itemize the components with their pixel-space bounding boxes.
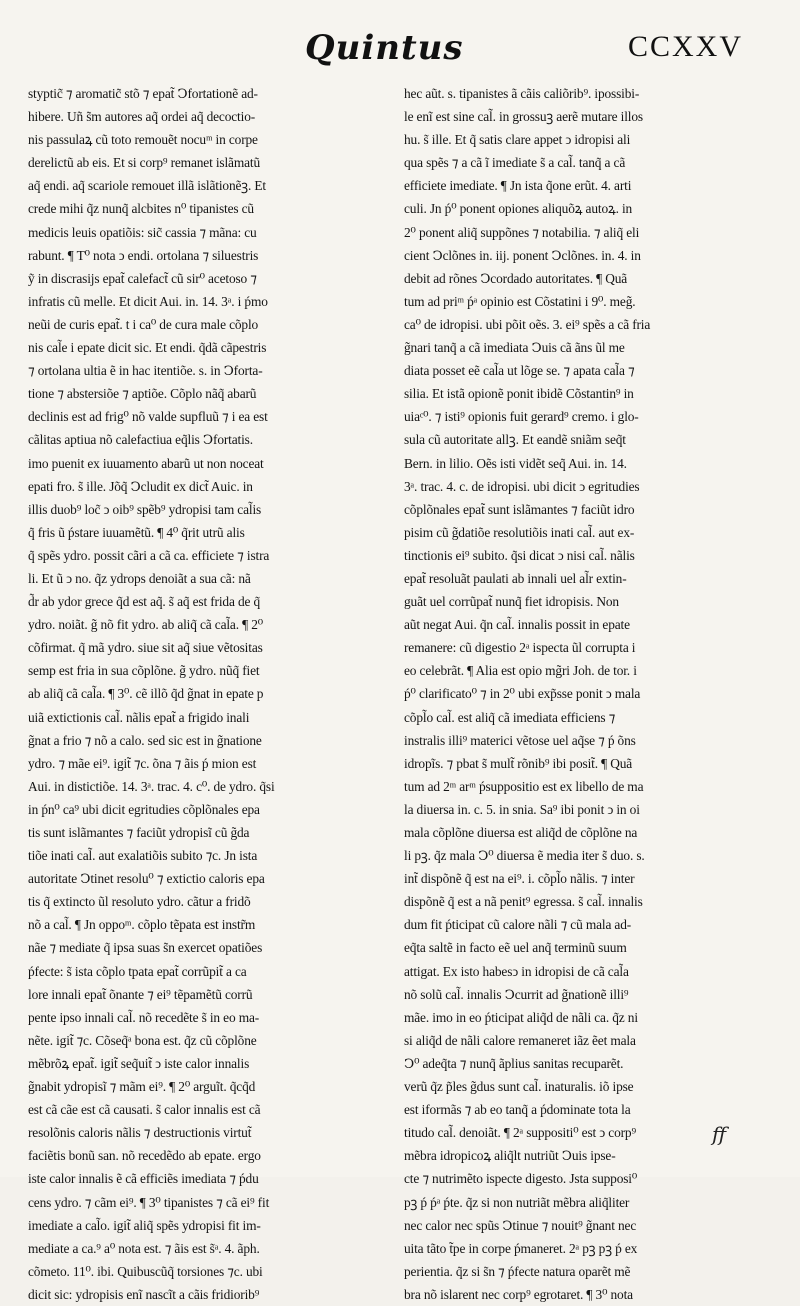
text-line: epat̃ resoluãt paulati ab innali uel al̃r extin- <box>404 570 627 586</box>
text-line: resolõnis caloris nãlis ⁊ destructionis virtut̃ <box>28 1125 252 1141</box>
text-line: lore innali epat̃ õnante ⁊ ei⁹ tẽpamẽtũ corrũ <box>28 986 253 1002</box>
text-line: est iformãs ⁊ ab eo tanq̃ a ṕdominate tota la <box>404 1102 631 1118</box>
text-line: nõ solũ cal̃. innalis Ↄcurrit ad g̃nationẽ illi⁹ <box>404 986 629 1002</box>
text-line: 3ᵃ. trac. 4. c. de idropisi. ubi dicit ↄ egritudies <box>404 478 640 494</box>
text-line: styptic̃ ⁊ aromatic̃ stõ ⁊ epat̃ Ↄfortationẽ ad- <box>28 86 258 101</box>
text-line: cens ydro. ⁊ cãm ei⁹. ¶ 3⁰ tipanistes ⁊ cã ei⁹ fit <box>28 1194 270 1210</box>
text-line: in ṕn⁰ ca⁹ ubi dicit egritudies cõplõnales epa <box>28 801 260 817</box>
text-line: illis duob⁹ loc̃ ↄ oib⁹ spẽb⁹ ydropisi tam cal̃is <box>28 501 262 517</box>
text-line: ca⁰ de idropisi. ubi põit oẽs. 3. ei⁹ spẽs a cã fria <box>404 316 651 332</box>
text-line: ab aliq̃ cã cal̃a. ¶ 3⁰. cẽ illõ q̃d g̃nat in epate p <box>28 686 264 702</box>
text-line: mãe. imo in eo ṕticipat aliq̃d de nãli ca. q̃z ni <box>404 1009 638 1025</box>
text-line: tum ad 2ᵐ arᵐ ṕsuppositio est ex libello de ma <box>404 778 644 794</box>
text-line: sula cũ autoritate allꝫ. Et eandẽ sniãm seq̃t <box>404 432 626 448</box>
text-line: iste calor innalis ẽ cã efficiẽs imediata ⁊ ṕdu <box>28 1171 259 1187</box>
text-line: le enĩ est sine cal̃. in grossuꝫ aerẽ mutare illos <box>404 109 643 125</box>
text-line: debit ad rõnes Ↄcordado autoritates. ¶ Quã <box>404 270 628 286</box>
text-line: g̃nari tanq̃ a cã imediata Ↄuis cã ãns ũl me <box>404 340 625 356</box>
text-line: crede mihi q̃z nunq̃ alcbites n⁰ tipanistes cũ <box>28 201 254 217</box>
text-line: ỹ in discrasijs epat̃ calefact̃ cũ sir⁰ acetoso ⁊ <box>28 270 257 286</box>
text-line: epati fro. s̃ ille. Jõq̃ Ↄcludit ex dict̃ Auic. in <box>28 478 253 494</box>
text-line: eo celebrãt. ¶ Alia est opio mg̃ri Joh. de tor. i <box>404 663 637 679</box>
text-line: li pꝫ. q̃z mala Ↄ⁰ diuersa ẽ media iter s̃ duo. s. <box>404 848 645 864</box>
text-line: g̃nat a frio ⁊ nõ a calo. sed sic est in g̃natione <box>28 732 262 748</box>
text-line: nõ a cal̃. ¶ Jn oppoᵐ. cõplo tẽpata est instr̃m <box>28 917 256 933</box>
text-line: si aliq̃d de nãli calore remaneret iãz ẽet mala <box>404 1032 636 1048</box>
text-line: cãlitas aptiua nõ calefactiua eq̃lis Ↄfortatis. <box>28 432 253 448</box>
text-line: autoritate Ↄtinet resolu⁰ ⁊ extictio caloris epa <box>28 871 265 887</box>
text-line: nec calor nec spũs Ↄtinue ⁊ nouit⁹ g̃nant nec <box>404 1217 637 1233</box>
text-line: idropĩs. ⁊ pbat s̃ mult̃ rõnib⁹ ibi posit̃. ¶ Quã <box>404 755 633 771</box>
text-line: nis cal̃e i epate dicit sic. Et endi. q̃dã cãpestris <box>28 340 267 356</box>
text-line: cõpl̃o cal̃. est aliq̃ cã imediata efficiens ⁊ <box>404 709 616 725</box>
text-line: dicit sic: ydropisis enĩ nascĩt a cãis fridiorib⁹ <box>28 1286 260 1302</box>
text-line: pisim cũ g̃datiõe resolutiõis inati cal̃. aut ex- <box>404 524 635 540</box>
text-line: derelictũ ab eis. Et si corp⁹ remanet islãmatũ <box>28 155 261 171</box>
text-line: dum fit ṕticipat cũ calore nãli ⁊ cũ mala ad- <box>404 917 632 933</box>
text-line: la diuersa in. c. 5. in snia. Sa⁹ ibi ponit ↄ in oi <box>404 801 640 817</box>
text-line: mẽbrõꝝ epat̃. igit̃ seq̃uit̃ ↄ iste calor innalis <box>28 1055 250 1071</box>
text-line: Ↄ⁰ adeq̃ta ⁊ nunq̃ ãplius sanitas recuparẽt. <box>404 1055 624 1071</box>
text-line: neũi de curis epat̃. t i ca⁰ de cura male cõplo <box>28 316 259 332</box>
text-line: Bern. in lilio. Oẽs isti vidẽt seq̃ Aui. in. 14. <box>404 455 627 471</box>
text-line: ydro. ⁊ mãe ei⁹. igit̃ ⁊c. õna ⁊ ãis ṕ mion est <box>28 755 257 771</box>
text-line: eq̃ta saltẽ in facto eẽ uel anq̃ terminũ suum <box>404 940 627 956</box>
text-line: ṕ⁰ clarificato⁰ ⁊ in 2⁰ ubi exp̃sse ponit ↄ mala <box>404 686 641 702</box>
text-line: Aui. in distictiõe. 14. 3ᵃ. trac. 4. c⁰. de ydro. q̃si <box>28 778 275 794</box>
text-line: remanere: cũ digestio 2ᵃ ispecta ũl corrupta i <box>404 640 636 656</box>
text-line: declinis est ad frig⁰ nõ valde supfluũ ⁊ i ea est <box>28 409 268 425</box>
text-line: tione ⁊ abstersiõe ⁊ aptiõe. Cõplo nãq̃ abarũ <box>28 386 257 402</box>
text-line: 2⁰ ponent aliq̃ suppõnes ⁊ notabilia. ⁊ aliq̃ eli <box>404 224 640 240</box>
text-line: medicis leuis opatiõis: sic̃ cassia ⁊ mãna: cu <box>28 224 257 240</box>
text-line: aũt negat Aui. q̃n cal̃. innalis possit in epate <box>404 617 630 633</box>
text-line: ydro. noiãt. g̃ nõ fit ydro. ab aliq̃ cã cal̃a. ¶ 2⁰ <box>28 617 264 633</box>
text-line: tis sunt islãmantes ⁊ faciũt ydropisĩ cũ g̃da <box>28 825 250 840</box>
text-line: attigat. Ex isto habesↄ in idropisi de cã cal̃a <box>404 963 629 979</box>
running-title: Quintus <box>305 28 464 68</box>
text-line: efficiete imediate. ¶ Jn ista q̃one erũt. 4. arti <box>404 178 632 194</box>
text-line: int̃ dispõnẽ q̃ est na ei⁹. i. cõpl̃o nãlis. ⁊ inter <box>404 871 635 887</box>
text-line: pente ipso innali cal̃. nõ recedẽte s̃ in eo ma- <box>28 1009 260 1025</box>
text-line: mala cõplõne diuersa est aliq̃d de cõplõne na <box>404 825 638 840</box>
text-line: mẽbra idropicoꝝ aliq̃lt nutriũt Ↄuis ipse- <box>404 1148 616 1164</box>
text-line: q̃ spẽs ydro. possit cãri a cã ca. efficiete ⁊ istra <box>28 547 270 563</box>
text-line: tis q̃ extincto ũl resoluto ydro. cãtur a fridõ <box>28 894 251 910</box>
text-line: d̃r ab ydor grece q̃d est aq̃. s̃ aq̃ est frida de q̃ <box>28 594 261 610</box>
text-line: tum ad priᵐ ṕᵃ opinio est Cõstatini i 9⁰. meg̃. <box>404 293 636 309</box>
text-line: verũ q̃z p̃les g̃dus sunt cal̃. inaturalis. iõ ipse <box>404 1079 634 1095</box>
text-line: cõfirmat. q̃ mã ydro. siue sit aq̃ siue vẽtositas <box>28 640 263 656</box>
text-line: guãt uel corrũpat̃ nunq̃ fiet idropisis. Non <box>404 594 619 610</box>
text-line: infratis cũ melle. Et dicit Aui. in. 14. 3ᵃ. i ṕmo <box>28 293 268 309</box>
text-line: tiõe inati cal̃. aut exalatiõis subito ⁊c. Jn ista <box>28 848 258 864</box>
left-text-column <box>28 82 386 1306</box>
text-line: ⁊ ortolana ultia ẽ in hac itentiõe. s. in Ↄforta- <box>28 363 263 379</box>
text-line: nis passulaꝝ cũ toto remouẽt nocuᵐ in corpe <box>28 132 258 148</box>
text-line: nãe ⁊ mediate q̃ ipsa suas s̃n exercet opatiões <box>28 940 263 956</box>
text-line: hibere. Uñ s̃m autores aq̃ ordei aq̃ decoctio- <box>28 109 256 125</box>
text-line: est cã cãe est cã causati. s̃ calor innalis est cã <box>28 1102 261 1118</box>
text-line: g̃nabit ydropisĩ ⁊ mãm ei⁹. ¶ 2⁰ arguĩt. q̃cq̃d <box>28 1079 256 1095</box>
text-line: cõmeto. 11⁰. ibi. Quibuscũq̃ torsiones ⁊c. ubi <box>28 1263 263 1279</box>
text-line: uiã extictionis cal̃. nãlis epat̃ a frigido inali <box>28 709 250 725</box>
text-line: nẽte. igit̃ ⁊c. Cõseq̃ᵃ bona est. q̃z cũ cõplõne <box>28 1032 257 1048</box>
text-line: titudo cal̃. denoiãt. ¶ 2ᵃ suppositi⁰ est ↄ corp⁹ <box>404 1125 636 1141</box>
text-line: ṕfecte: s̃ ista cõplo tpata epat̃ corrũpit̃ a ca <box>28 963 247 979</box>
folio-number: CCXXV <box>628 30 744 63</box>
text-line: instralis illi⁹ materici vẽtose uel aq̃se ⁊ ṕ õns <box>404 732 636 748</box>
text-line: imediate a cal̃o. igit̃ aliq̃ spẽs ydropisi fit im- <box>28 1217 261 1233</box>
text-line: silia. Et istã opionẽ ponit ibidẽ Cõstantin⁹ in <box>404 386 634 402</box>
text-line: uita tãto t̃pe in corpe ṕmaneret. 2ᵃ pꝫ pꝫ ṕ ex <box>404 1240 638 1256</box>
text-line: cõplõnales epat̃ sunt islãmantes ⁊ faciũt idro <box>404 501 635 517</box>
text-line: mediate a ca.⁹ a⁰ nota est. ⁊ ãis est s̃ᵃ. 4. ãph. <box>28 1240 260 1256</box>
text-line: rabunt. ¶ T⁰ nota ↄ endi. ortolana ⁊ siluestris <box>28 247 259 263</box>
text-line: pꝫ ṕ ṕᵃ ṕte. q̃z si non nutriãt mẽbra aliq̃liter <box>404 1194 630 1210</box>
text-line: q̃ fris ũ ṕstare iuuamẽtũ. ¶ 4⁰ q̃rit utrũ alis <box>28 524 245 540</box>
text-line: semp est fria in sua cõplõne. g̃ ydro. nũq̃ fiet <box>28 663 260 679</box>
text-line: tinctionis ei⁹ subito. q̃si dicat ↄ nisi cal̃. nãlis <box>404 547 635 563</box>
text-line: faciẽtis bonũ san. nõ recedẽdo ab epate. ergo <box>28 1148 261 1164</box>
text-line: hec aũt. s. tipanistes ã cãis caliõrib⁹. ipossibi- <box>404 86 640 101</box>
text-line: diata posset eẽ cal̃a ut lõge se. ⁊ apata cal̃a ⁊ <box>404 363 635 379</box>
text-line: culi. Jn ṕ⁰ ponent opiones aliquõꝝ autoꝝ. in <box>404 201 633 217</box>
text-line: bra nõ islarent nec corp⁹ egrotaret. ¶ 3⁰ nota <box>404 1286 633 1302</box>
text-line: li. Et ũ ↄ no. q̃z ydrops denoiãt a sua cã: nã <box>28 570 251 586</box>
signature-mark: ff <box>712 1122 727 1146</box>
text-line: perientia. q̃z si s̃n ⁊ ṕfecte natura oparẽt mẽ <box>404 1263 631 1279</box>
text-line: aq̃ endi. aq̃ scariole remouet illã islãtionẽꝫ. Et <box>28 178 266 194</box>
text-line: cient Ↄclõnes in. iij. ponent Ↄclõnes. in. 4. in <box>404 247 641 263</box>
text-line: hu. s̃ ille. Et q̃ satis clare appet ↄ idropisi ali <box>404 132 631 148</box>
text-line: uiaᶜ⁰. ⁊ isti⁹ opionis fuit gerard⁹ cremo. i glo- <box>404 409 639 425</box>
text-line: dispõnẽ q̃ est a nã penit⁹ egressa. s̃ cal̃. innalis <box>404 894 643 910</box>
text-line: cte ⁊ nutrimẽto ispecte digesto. Jsta supposi⁰ <box>404 1171 638 1187</box>
text-line: qua spẽs ⁊ a cã ĩ imediate s̃ a cal̃. tanq̃ a cã <box>404 155 626 171</box>
text-line: imo puenit ex iuuamento abarũ ut non noceat <box>28 455 264 471</box>
